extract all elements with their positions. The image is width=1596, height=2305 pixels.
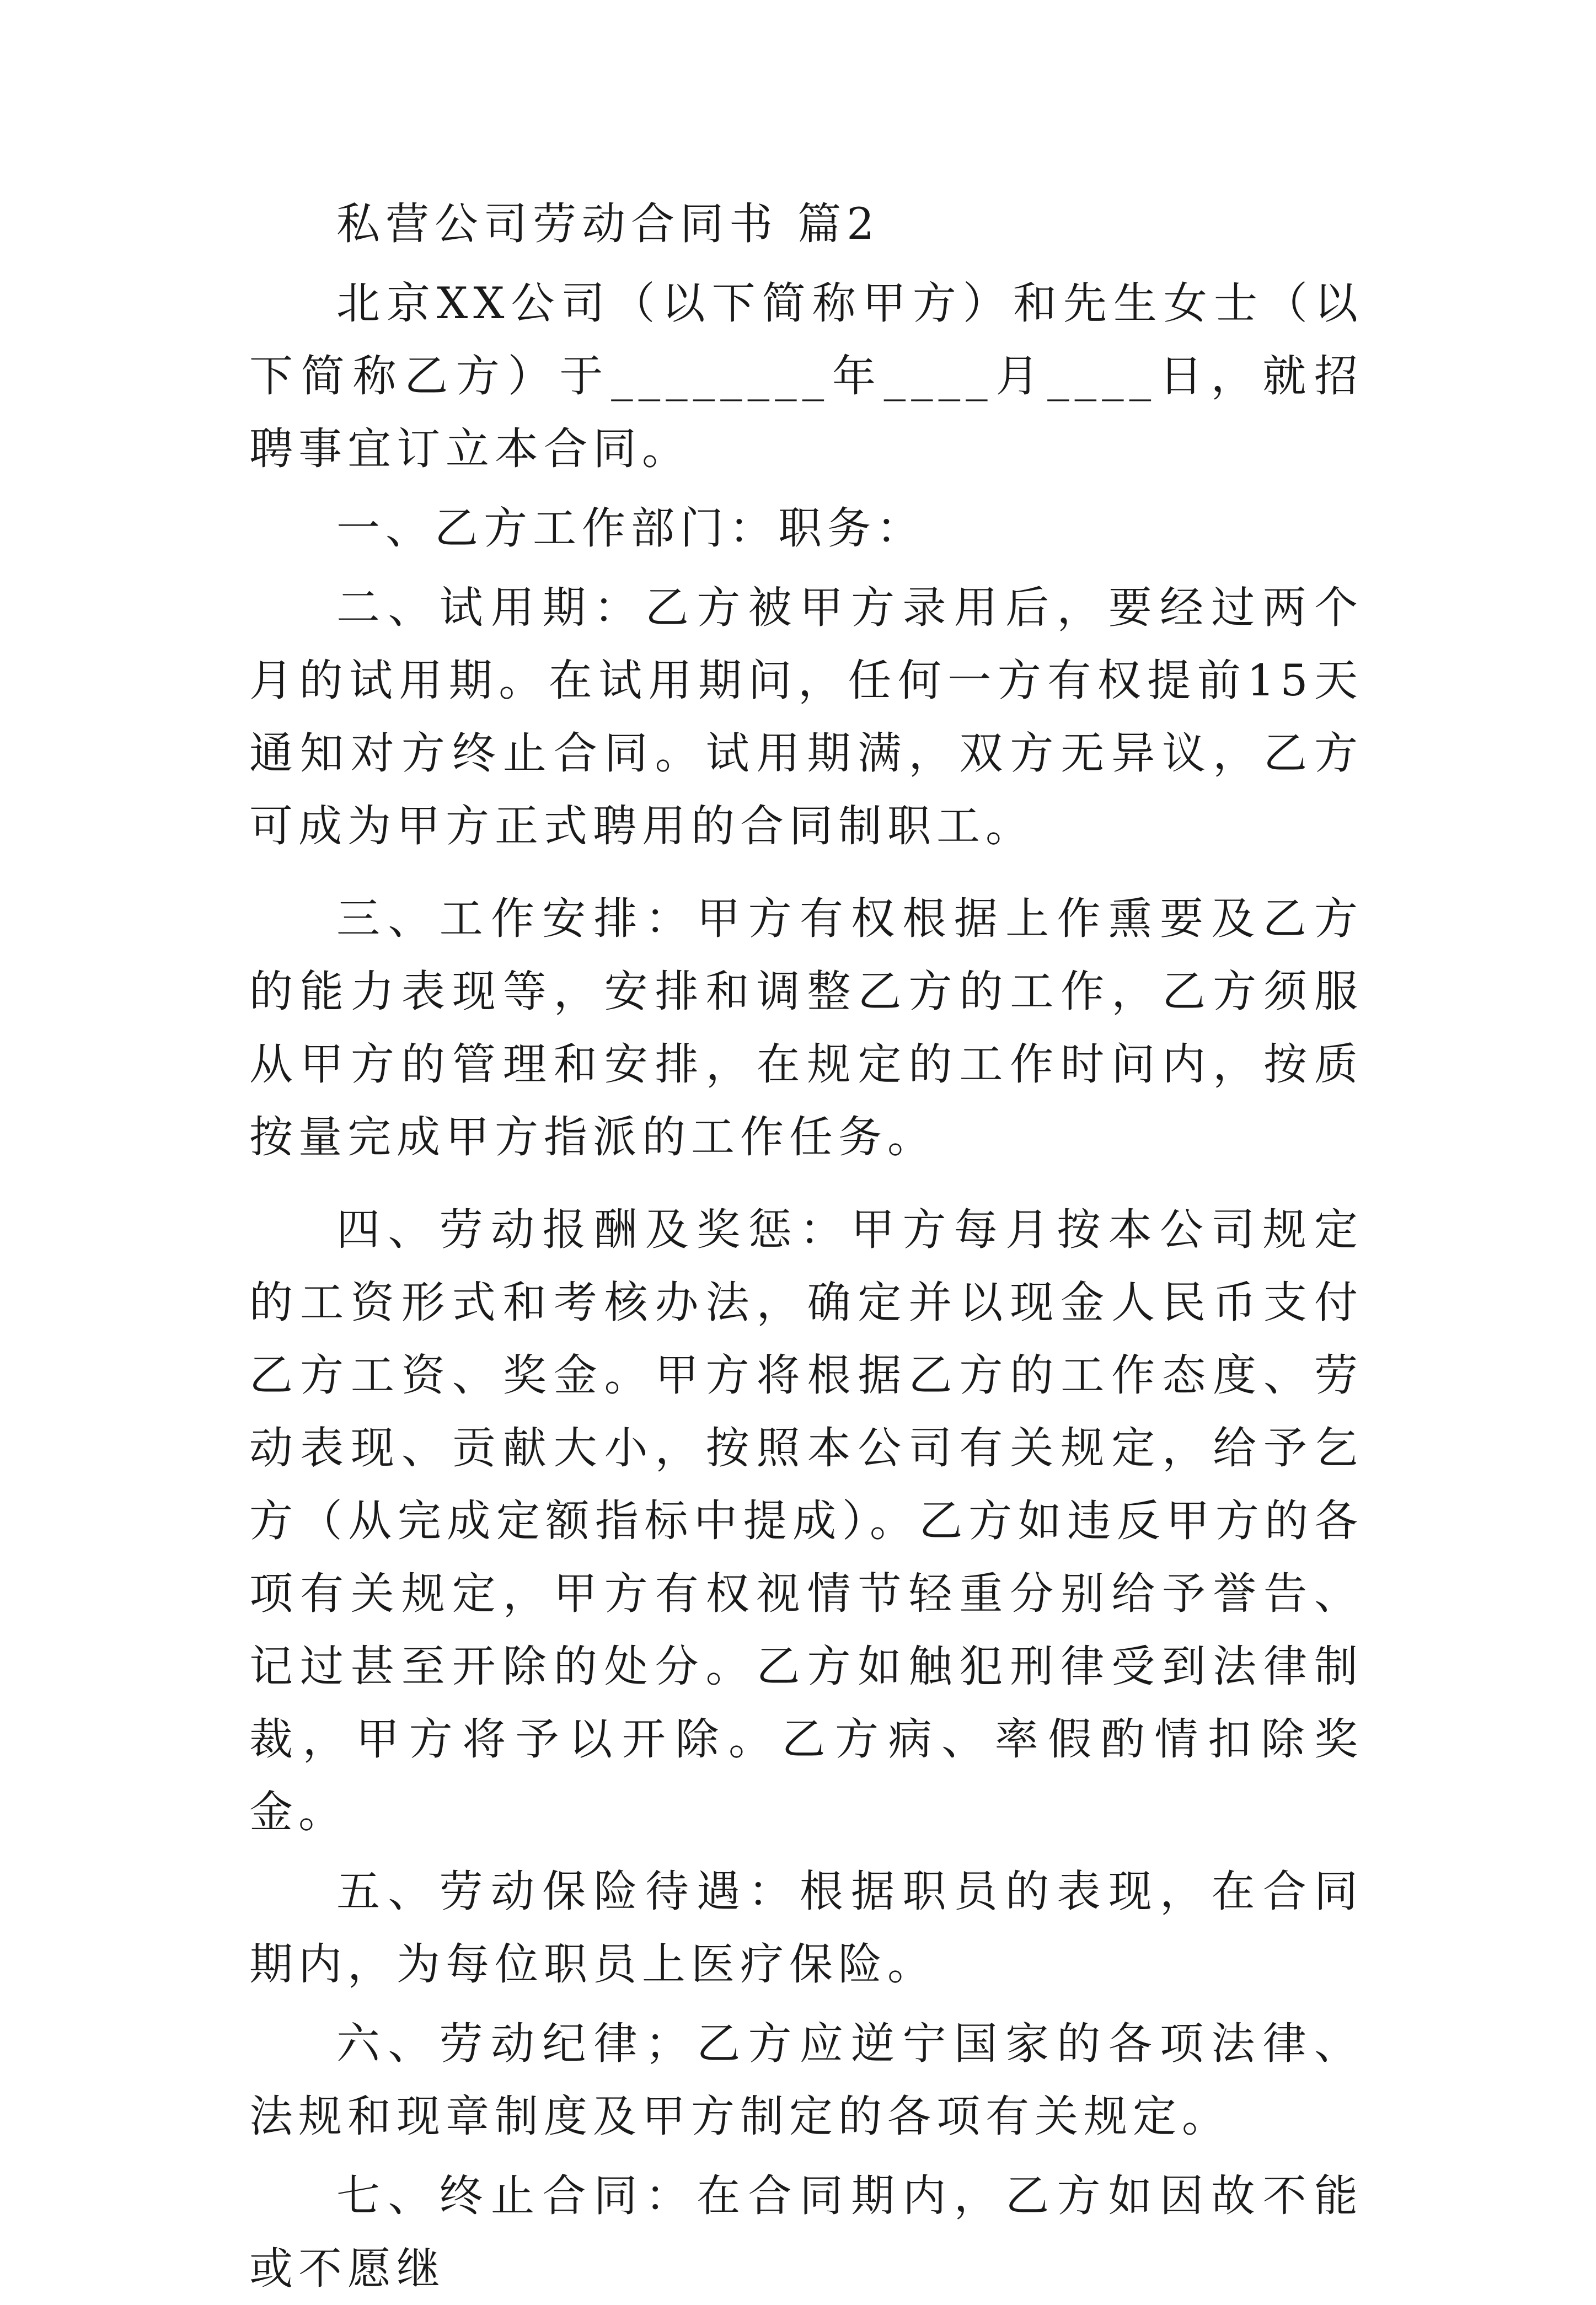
paragraph-parties: 北京XX公司（以下简称甲方）和先生女士（以下简称乙方）于________年____月____日，就招聘事宜订立本合同。 [249,278,1364,474]
paragraph-discipline: 六、劳动纪律；乙方应逆宁国家的各项法律、法规和现章制度及甲方制定的各项有关规定。 [249,2018,1363,2142]
paragraph-probation: 二、试用期：乙方被甲方录用后，要经过两个月的试用期。在试用期问，任何一方有权提前15天通知对方终止合同。试用期满，双方无异议，乙方可成为甲方正式聘用的合同制职工。 [249,582,1363,851]
paragraph-insurance: 五、劳动保险待遇：根据职员的表现，在合同期内，为每位职员上医疗保险。 [249,1866,1363,1990]
paragraph-work-arrangement: 三、工作安排：甲方有权根据上作熏要及乙方的能力表现等，安排和调整乙方的工作，乙方须服从甲方的管理和安排，在规定的工作时问内，按质按量完成甲方指派的工作任务。 [249,893,1363,1162]
paragraph-remuneration: 四、劳动报酬及奖惩：甲方每月按本公司规定的工资形式和考核办法，确定并以现金人民币支付乙方工资、奖金。甲方将根据乙方的工作态度、劳动表现、贡献大小，按照本公司有关规定，给予乞方（从完成定额指标中提成）。乙方如违反甲方的各项有关规定，甲方有权视情节轻重分别给予誉告、记过甚至开除的处分。乙方如触犯刑律受到法律制裁，甲方将予以开除。乙方病、率假酌情扣除奖金。 [249,1204,1363,1837]
document-body [249,187,1363,2305]
paragraph-termination: 七、终止合同：在合同期内，乙方如因故不能或不愿继 [249,2170,1363,2294]
document-title: 私营公司劳动合同书 篇2 [336,199,880,249]
paragraph-department: 一、乙方工作部门：职务： [336,503,925,554]
